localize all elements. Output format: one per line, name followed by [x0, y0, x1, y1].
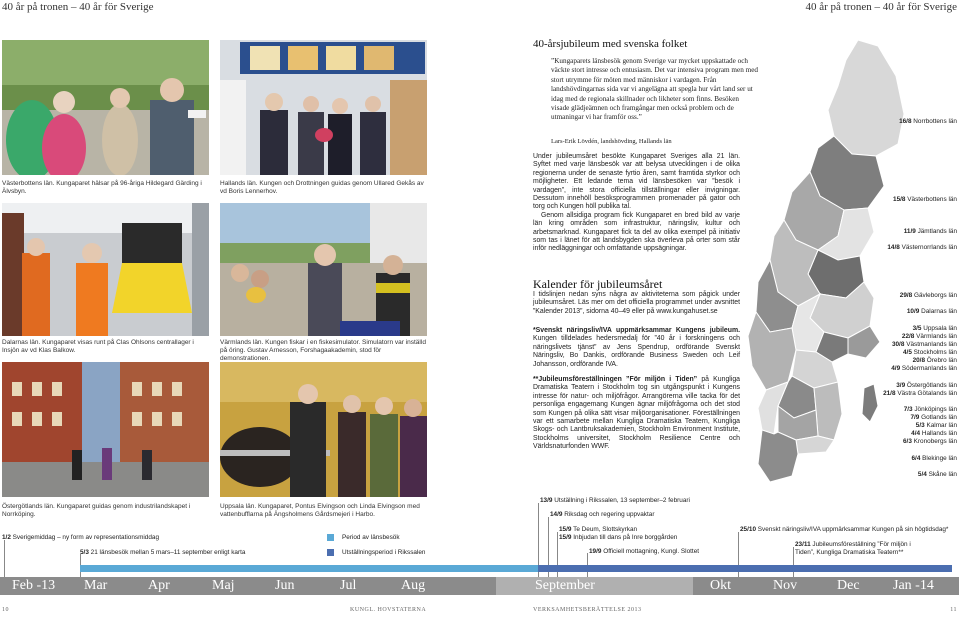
map-label-stockholm: 4/5 Stockholms län: [902, 349, 957, 356]
map-label-orebro: 20/8 Örebro län: [912, 357, 957, 364]
month-strip: [0, 577, 959, 595]
map-label-gavleborg: 29/8 Gävleborgs län: [899, 292, 957, 299]
map-label-uppsala: 3/5 Uppsala län: [912, 325, 957, 332]
caption-halland: Hallands län. Kungen och Drottningen guidas genom Ullared Gekås av vd Boris Lennerhov.: [220, 180, 424, 195]
timeline-event-sverigemiddag: 1/2 Sverigemiddag – ny form av representationsmiddag: [2, 534, 160, 541]
page-number-right: 11: [950, 607, 957, 613]
map-label-skane: 5/4 Skåne län: [917, 471, 957, 478]
photo-varmland: [220, 203, 427, 336]
map-label-jamtland: 11/9 Jämtlands län: [903, 228, 957, 235]
map-label-norrbotten: 16/8 Norrbottens län: [899, 118, 957, 125]
month-aug: Aug: [401, 578, 426, 593]
map-label-jonkoping: 7/3 Jönköpings län: [903, 406, 957, 413]
timeline-event-naringsliv: 25/10 Svenskt näringsliv/IVA uppmärksammar Kungen på sin högtidsdag*: [740, 526, 949, 533]
month-jun: Jun: [275, 578, 295, 593]
note-naringsliv: [533, 327, 740, 369]
timeline-event-riksdag: 14/9 Riksdag och regering uppvaktar: [550, 511, 655, 518]
timeline-event-utstallning: 13/9 Utställning i Rikssalen, 13 september–2 februari: [540, 497, 690, 504]
article-title: 40-årsjubileum med svenska folket: [533, 38, 688, 50]
legend-swatch-utstallning: [327, 549, 334, 556]
photo-uppsala: [220, 362, 427, 497]
legend-label-lansbesok: Period av länsbesök: [342, 534, 400, 541]
note-forestallning-text: på Kungliga Dramatiska Teatern i Stockholm tog sin utgångspunkt i Kungens intresse för natur- och miljöfrågor. Arrangörerna ville tacka för det personliga engagemang Kungen ägnar miljöfrågorna och det stod som Kungen på olika sätt visar miljöorganisationer. Föreställningen var ett samarbete mellan Kungliga Dramatiska Teatern, Kungliga Skogs- och Lantbruksakademien, Stockholm Environment Institute, Stockholms universitet, Stockholm Resilience Centre och Världsnaturfonden WWF.: [533, 376, 741, 451]
month-nov: Nov: [773, 578, 798, 593]
timeline-event-dans: 15/9 Inbjudan till dans på Inre borggården: [559, 534, 678, 541]
map-label-sodermanland: 4/9 Södermanlands län: [891, 365, 957, 372]
map-label-dalarna: 10/9 Dalarnas län: [906, 308, 957, 315]
map-label-kronoberg: 6/3 Kronobergs län: [902, 438, 957, 445]
month-jul: Jul: [340, 578, 357, 593]
map-label-vastra-gotaland: 21/8 Västra Götalands län: [883, 390, 957, 397]
timeline-event-lansbesok: 5/3 21 länsbesök mellan 5 mars–11 september enligt karta: [80, 549, 246, 556]
month-september: September: [535, 578, 595, 593]
timeline-guide-forestallning: [793, 547, 794, 577]
caption-vasterbotten: Västerbottens län. Kungaparet hälsar på 96-åriga Hildegard Gärding i Älvsbyn.: [2, 180, 202, 195]
quote-attribution: Lars-Erik Lövdén, landshövding, Hallands län: [551, 138, 672, 145]
map-label-blekinge: 6/4 Blekinge län: [911, 455, 957, 462]
note-naringsliv-text: Kungen tilldelades hedersmedalj för ”40 år i forskningens och näringslivets tjänst” av Jens Spendrup, ordförande Svenskt Näringsliv, Bo Dankis, ordförande Business Sweden och Leif Johansson, ordförande IVA.: [533, 335, 740, 368]
caption-ostergotland: Östergötlands län. Kungaparet guidas genom industrilandskapet i Norrköping.: [2, 503, 191, 518]
month-jan: Jan -14: [893, 578, 934, 593]
timeline-event-mottagning: 19/9 Officiell mottagning, Kungl. Slottet: [589, 548, 700, 555]
page-number-left: 10: [2, 607, 9, 613]
month-dec: Dec: [837, 578, 860, 593]
running-header-right: 40 år på tronen – 40 år för Sverige: [805, 1, 957, 13]
map-label-vastmanland: 30/8 Västmanlands län: [891, 341, 957, 348]
map-label-kalmar: 5/3 Kalmar län: [915, 422, 957, 429]
article-quote: ”Kungaparets länsbesök genom Sverige var mycket uppskattade och väckte stort intresse och entusiasm. Det var intensiva program men med stort utrymme för möten med människor i vardagen. Från landshövdingarnas sida var vi angelägna att spegla hur vårt land ser ut idag med de regionala skillnader och likheter som finns. Besöken visade glädjeämnen och framgångar men också problem och de utmaningar vi har framför oss.”: [551, 57, 758, 122]
bar-period-utstallning: [538, 565, 952, 572]
note-forestallning: [533, 376, 740, 452]
map-label-vasternorrland: 14/8 Västernorrlands län: [887, 244, 957, 251]
caption-uppsala: Uppsala län. Kungaparet, Pontus Elvingson och Linda Elvingson med vattenbufflarna på Ängsholmens Gårdsmejeri i Harbo.: [220, 503, 420, 518]
map-label-varmland: 22/8 Värmlands län: [901, 333, 957, 340]
legend-label-utstallning: Utställningsperiod i Rikssalen: [342, 549, 426, 556]
article-body: [533, 153, 740, 254]
kalender-title: Kalender för jubileumsåret: [533, 277, 663, 291]
timeline-guide-sverigemiddag: [4, 540, 5, 577]
running-header-left: 40 år på tronen – 40 år för Sverige: [2, 1, 154, 13]
kalender-intro: I tidslinjen nedan syns några av aktiviteterna som pågick under jubileumsåret. Läs mer om det officiella programmet under avsnittet ”Kalender 2013”, sidorna 40–49 eller på www.kungahuset.se: [533, 291, 740, 315]
body-paragraph-1: Under jubileumsåret besökte Kungaparet Sveriges alla 21 län. Syftet med varje länsbesök var att belysa utvecklingen i de olika regionerna under de senaste fyrtio åren, samt framtida styrkor och möjligheter. Ett ledande tema vid länsbesöken var ”besök i vardagen”, inte stora officiella tillställningar eller invigningar. Dessutom innehöll besöksprogrammen promenader på gator och torg och Kungen höll publika tal.: [533, 153, 740, 211]
bar-period-lansbesok: [80, 565, 538, 572]
timeline-event-forestallning: 23/11 Jubileumsföreställning ”För miljön i Tiden”, Kungliga Dramatiska Teatern**: [795, 541, 911, 556]
footer-report-title: VERKSAMHETSBERÄTTELSE 2013: [533, 607, 642, 613]
month-maj: Maj: [212, 578, 235, 593]
body-paragraph-2: Genom allsidiga program fick Kungaparet en bred bild av varje län kring områden som infrastruktur, näringsliv, kultur och arbetsmarknad. Kungaparet fick ta del av olika exempel på initiativ som tas i länet för att landsbygden ska överleva på orter som står inför nedläggningar och omfattande uppsägningar.: [533, 211, 740, 253]
month-okt: Okt: [710, 578, 731, 593]
timeline-event-tedeum: 15/9 Te Deum, Slottskyrkan: [559, 526, 638, 533]
map-label-vasterbotten: 15/8 Västerbottens län: [893, 196, 957, 203]
photo-vasterbotten: [2, 40, 209, 175]
photo-dalarna: [2, 203, 209, 336]
map-label-halland: 4/4 Hallands län: [911, 430, 957, 437]
caption-varmland: Värmlands län. Kungen fiskar i en fiskesimulator. Simulatorn var inställd på öring. Gustav Arnesson, Forshagaakademin, stod för demonstrationen.: [220, 339, 426, 362]
note-forestallning-head: **Jubileumsföreställningen ”För miljön i Tiden”: [533, 376, 698, 383]
footer-publisher: KUNGL. HOVSTATERNA: [350, 607, 427, 613]
map-label-gotland: 7/9 Gotlands län: [910, 414, 957, 421]
legend-swatch-lansbesok: [327, 534, 334, 541]
caption-dalarna: Dalarnas län. Kungaparet visas runt på Clas Ohlsons centrallager i Insjön av vd Klas Balkow.: [2, 339, 194, 354]
month-apr: Apr: [148, 578, 170, 593]
month-mar: Mar: [84, 578, 108, 593]
photo-halland: [220, 40, 427, 175]
month-feb: Feb -13: [12, 578, 56, 593]
note-naringsliv-head: *Svenskt näringsliv/IVA uppmärksammar Kungens jubileum.: [533, 327, 740, 334]
map-label-ostergotland: 3/9 Östergötlands län: [896, 382, 957, 389]
sweden-map: [748, 36, 908, 496]
photo-ostergotland: [2, 362, 209, 497]
